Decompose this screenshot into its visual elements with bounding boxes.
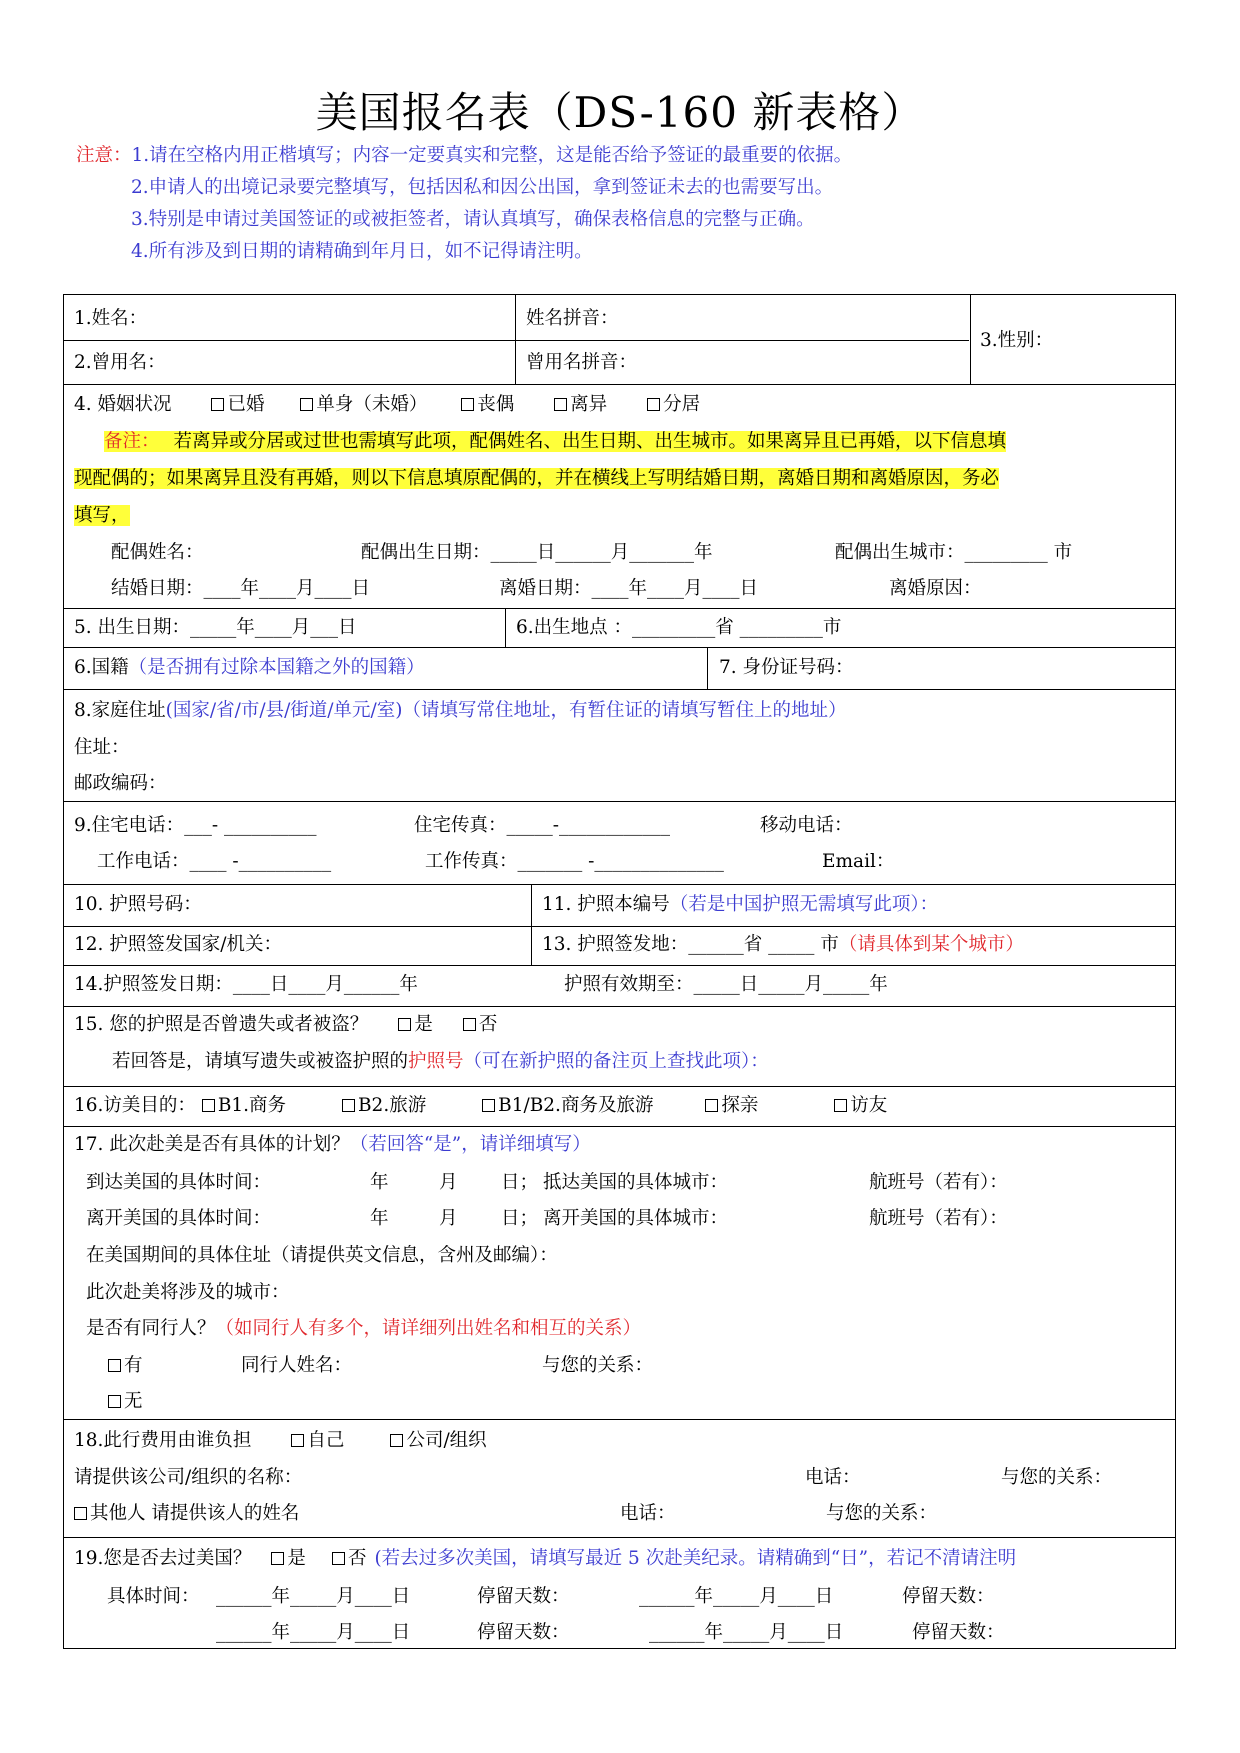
other-payer-label: 其他人 请提供该人的姓名 [90,1503,300,1524]
checkbox-self[interactable] [291,1434,304,1447]
marital-status [74,393,700,417]
option-married: 已婚 [227,394,265,415]
checkbox-b1[interactable] [202,1099,215,1112]
address-format-note: (国家/省/市/县/街道/单元/室) [165,700,403,721]
arrival-city-field[interactable]: 抵达美国的具体城市： [543,1172,729,1193]
visited-note: (若去过多次美国，请填写最近 5 次赴美纪录。请精确到“日”，若记不清请注明 [374,1548,1017,1569]
plan-note: （若回答“是”，请详细填写） [349,1134,591,1155]
application-form [63,294,1176,1649]
work-fax-field[interactable]: 工作传真：_______ -______________ [425,851,724,872]
home-address-heading [74,699,847,723]
zip-field[interactable]: 邮政编码： [74,773,167,794]
gender-field[interactable]: 3.性别： [980,330,1054,351]
checkbox-lost-no[interactable] [463,1018,476,1031]
companion-name-field[interactable]: 同行人姓名： [241,1355,353,1376]
passport-expiry-field[interactable]: 护照有效期至：_____日_____月_____年 [564,974,888,995]
stay-days-field[interactable]: 停留天数： [912,1622,1005,1643]
dob-field[interactable]: 5. 出生日期：_____年____月___日 [74,617,357,638]
note-label: 备注： [104,431,160,452]
option-none: 无 [124,1391,143,1412]
address-note: （请填写常住地址，有暂住证的请填写暂住上的地址） [402,700,847,721]
visit-date-field[interactable]: ______年_____月____日 [216,1586,411,1607]
lost-passport-number-field[interactable] [112,1050,769,1074]
option-visited-no: 否 [347,1548,367,1569]
passport-issuer-field[interactable]: 12. 护照签发国家/机关： [74,934,283,955]
us-address-field[interactable]: 在美国期间的具体住址（请提供英文信息，含州及邮编）： [86,1245,558,1266]
checkbox-divorced[interactable] [554,398,567,411]
checkbox-lost-yes[interactable] [398,1018,411,1031]
name-field[interactable]: 1.姓名： [74,308,148,329]
passport-lost-question [74,1013,497,1037]
option-b1: B1.商务 [217,1095,287,1116]
home-phone-field[interactable]: 9.住宅电话：___- __________ [74,815,317,836]
address-label: 8.家庭住址 [74,700,166,721]
option-b2: B2.旅游 [357,1095,427,1116]
option-family: 探亲 [721,1095,759,1116]
id-number-field[interactable]: 7. 身份证号码： [719,657,854,678]
checkbox-visited-yes[interactable] [271,1552,284,1565]
us-visit-question [74,1547,1016,1571]
departure-day: 日； [501,1208,539,1229]
option-visited-yes: 是 [287,1548,306,1569]
note-item: 1.请在空格内用正楷填写；内容一定要真实和完整，这是能否给予签证的最重要的依据。 [131,145,853,166]
departure-month: 月 [439,1208,458,1229]
other-relation-field[interactable]: 与您的关系： [826,1503,938,1524]
passport-issue-date-field[interactable]: 14.护照签发日期：____日____月______年 [74,974,418,995]
checkbox-b2[interactable] [342,1099,355,1112]
passport-lost-label: 15. 您的护照是否曾遗失或者被盗？ [74,1014,369,1035]
departure-date-field[interactable]: 离开美国的具体时间： [86,1208,272,1229]
email-field[interactable]: Email： [822,851,895,872]
nationality-label: 6.国籍 [74,657,129,678]
arrival-day: 日； [501,1172,539,1193]
nationality-field[interactable] [74,656,425,680]
option-yes: 是 [414,1014,433,1035]
arrival-date-field[interactable]: 到达美国的具体时间： [86,1172,272,1193]
former-name-field[interactable]: 2.曾用名： [74,352,166,373]
checkbox-b1b2[interactable] [482,1099,495,1112]
note-item: 3.特别是申请过美国签证的或被拒签者，请认真填写，确保表格信息的完整与正确。 [131,209,815,230]
plan-question [74,1133,591,1157]
companion-question [86,1317,641,1341]
home-fax-field[interactable]: 住宅传真：_____-____________ [414,815,671,836]
option-separated: 分居 [663,394,701,415]
spouse-name-field[interactable]: 配偶姓名： [111,542,204,563]
lost-label: 若回答是，请填写遗失或被盗护照的 [112,1051,409,1072]
mobile-field[interactable]: 移动电话： [760,815,853,836]
plan-label: 17. 此次赴美是否有具体的计划？ [74,1134,350,1155]
checkbox-family[interactable] [705,1099,718,1112]
arrival-flight-field[interactable]: 航班号（若有）： [869,1172,1008,1193]
purpose-label: 16.访美目的： [74,1095,196,1116]
issue-place-label: 13. 护照签发地：______省 _____ 市 [542,934,839,955]
passport-number-label: 护照号 [408,1051,464,1072]
marriage-date-field[interactable]: 结婚日期：____年____月____日 [111,578,371,599]
checkbox-company[interactable] [390,1434,403,1447]
visit-date-field[interactable]: ______年_____月____日 [649,1622,844,1643]
company-relation-field[interactable]: 与您的关系： [1001,1467,1113,1488]
option-friends: 访友 [850,1095,888,1116]
nationality-note: （是否拥有过除本国籍之外的国籍） [128,657,425,678]
spouse-city-field[interactable]: 配偶出生城市：_________ 市 [835,542,1073,563]
visit-purpose [74,1094,887,1118]
visited-label: 19.您是否去过美国？ [74,1548,252,1569]
companion-no [108,1390,143,1414]
issue-place-note: （请具体到某个城市） [838,934,1024,955]
note-line: 现配偶的；如果离异且没有再婚，则以下信息填原配偶的，并在横线上写明结婚日期，离婚日期和离婚原因，务必 [74,468,1000,489]
marital-note-2 [74,467,999,491]
companion-yes [108,1354,143,1378]
passport-issue-place-field[interactable] [542,933,1024,957]
checkbox-married[interactable] [211,398,224,411]
checkbox-separated[interactable] [647,398,660,411]
stay-days-field[interactable]: 停留天数： [477,1586,570,1607]
spouse-dob-field[interactable]: 配偶出生日期：_____日______月_______年 [361,542,713,563]
expense-label: 18.此行费用由谁负担 [74,1430,252,1451]
address-field[interactable]: 住址： [74,737,130,758]
marital-note [104,430,1006,454]
companion-note: （如同行人有多个，请详细列出姓名和相互的关系） [215,1318,642,1339]
passport-number-field[interactable]: 10. 护照号码： [74,894,202,915]
lost-note: （可在新护照的备注页上查找此项）： [463,1051,769,1072]
company-phone-field[interactable]: 电话： [805,1467,861,1488]
passport-book-field[interactable] [542,893,938,917]
departure-year: 年 [370,1208,389,1229]
checkbox-other[interactable] [74,1507,87,1520]
note-item: 4.所有涉及到日期的请精确到年月日，如不记得请注明。 [131,241,593,262]
page-title: 美国报名表（DS-160 新表格） [315,88,925,137]
cities-field[interactable]: 此次赴美将涉及的城市： [86,1282,290,1303]
option-company: 公司/组织 [406,1430,487,1451]
checkbox-widowed[interactable] [461,398,474,411]
visit-date-field[interactable]: ______年_____月____日 [639,1586,834,1607]
arrival-month: 月 [439,1172,458,1193]
option-have: 有 [124,1355,143,1376]
checkbox-single[interactable] [300,398,313,411]
note-line: 若离异或分居或过世也需填写此项，配偶姓名、出生日期、出生城市。如果离异且已再婚，以下信息填 [160,431,1007,452]
departure-city-field[interactable]: 离开美国的具体城市： [543,1208,729,1229]
arrival-year: 年 [370,1172,389,1193]
checkbox-visited-no[interactable] [332,1552,345,1565]
birthplace-field[interactable]: 6.出生地点 ：_________省 _________市 [516,617,842,638]
other-phone-field[interactable]: 电话： [620,1503,676,1524]
option-divorced: 离异 [570,394,608,415]
visit-date-field[interactable]: ______年_____月____日 [216,1622,411,1643]
checkbox-companion-yes[interactable] [108,1359,121,1372]
passport-book-label: 11. 护照本编号 [542,894,670,915]
stay-days-field[interactable]: 停留天数： [477,1622,570,1643]
passport-book-note: （若是中国护照无需填写此项）： [669,894,939,915]
option-single: 单身（未婚） [316,394,428,415]
note-item: 2.申请人的出境记录要完整填写，包括因私和因公出国，拿到签证未去的也需要写出。 [131,177,834,198]
option-widowed: 丧偶 [477,394,515,415]
work-phone-field[interactable]: 工作电话：____ -__________ [97,851,332,872]
expense-question [74,1429,487,1453]
notes-label: 注意： [76,145,132,166]
option-no: 否 [478,1014,498,1035]
name-pinyin-field[interactable]: 姓名拼音： [526,308,619,329]
companion-relation-field[interactable]: 与您的关系： [542,1355,654,1376]
former-name-pinyin-field[interactable]: 曾用名拼音： [526,352,638,373]
checkbox-companion-no[interactable] [108,1395,121,1408]
stay-days-field[interactable]: 停留天数： [902,1586,995,1607]
marital-note-3 [74,504,130,528]
companion-label: 是否有同行人？ [86,1318,216,1339]
other-payer-field[interactable] [74,1502,299,1526]
company-name-field[interactable]: 请提供该公司/组织的名称： [74,1467,303,1488]
option-self: 自己 [307,1430,345,1451]
notes [76,140,852,268]
note-line: 填写， [74,505,130,526]
marital-label: 4. 婚姻状况 [74,394,172,415]
option-b1b2: B1/B2.商务及旅游 [498,1095,654,1116]
divorce-reason-field[interactable]: 离婚原因： [889,578,982,599]
checkbox-friends[interactable] [834,1099,847,1112]
departure-flight-field[interactable]: 航班号（若有）： [869,1208,1008,1229]
visit-time-label: 具体时间： [107,1586,200,1607]
divorce-date-field[interactable]: 离婚日期：____年____月____日 [499,578,759,599]
